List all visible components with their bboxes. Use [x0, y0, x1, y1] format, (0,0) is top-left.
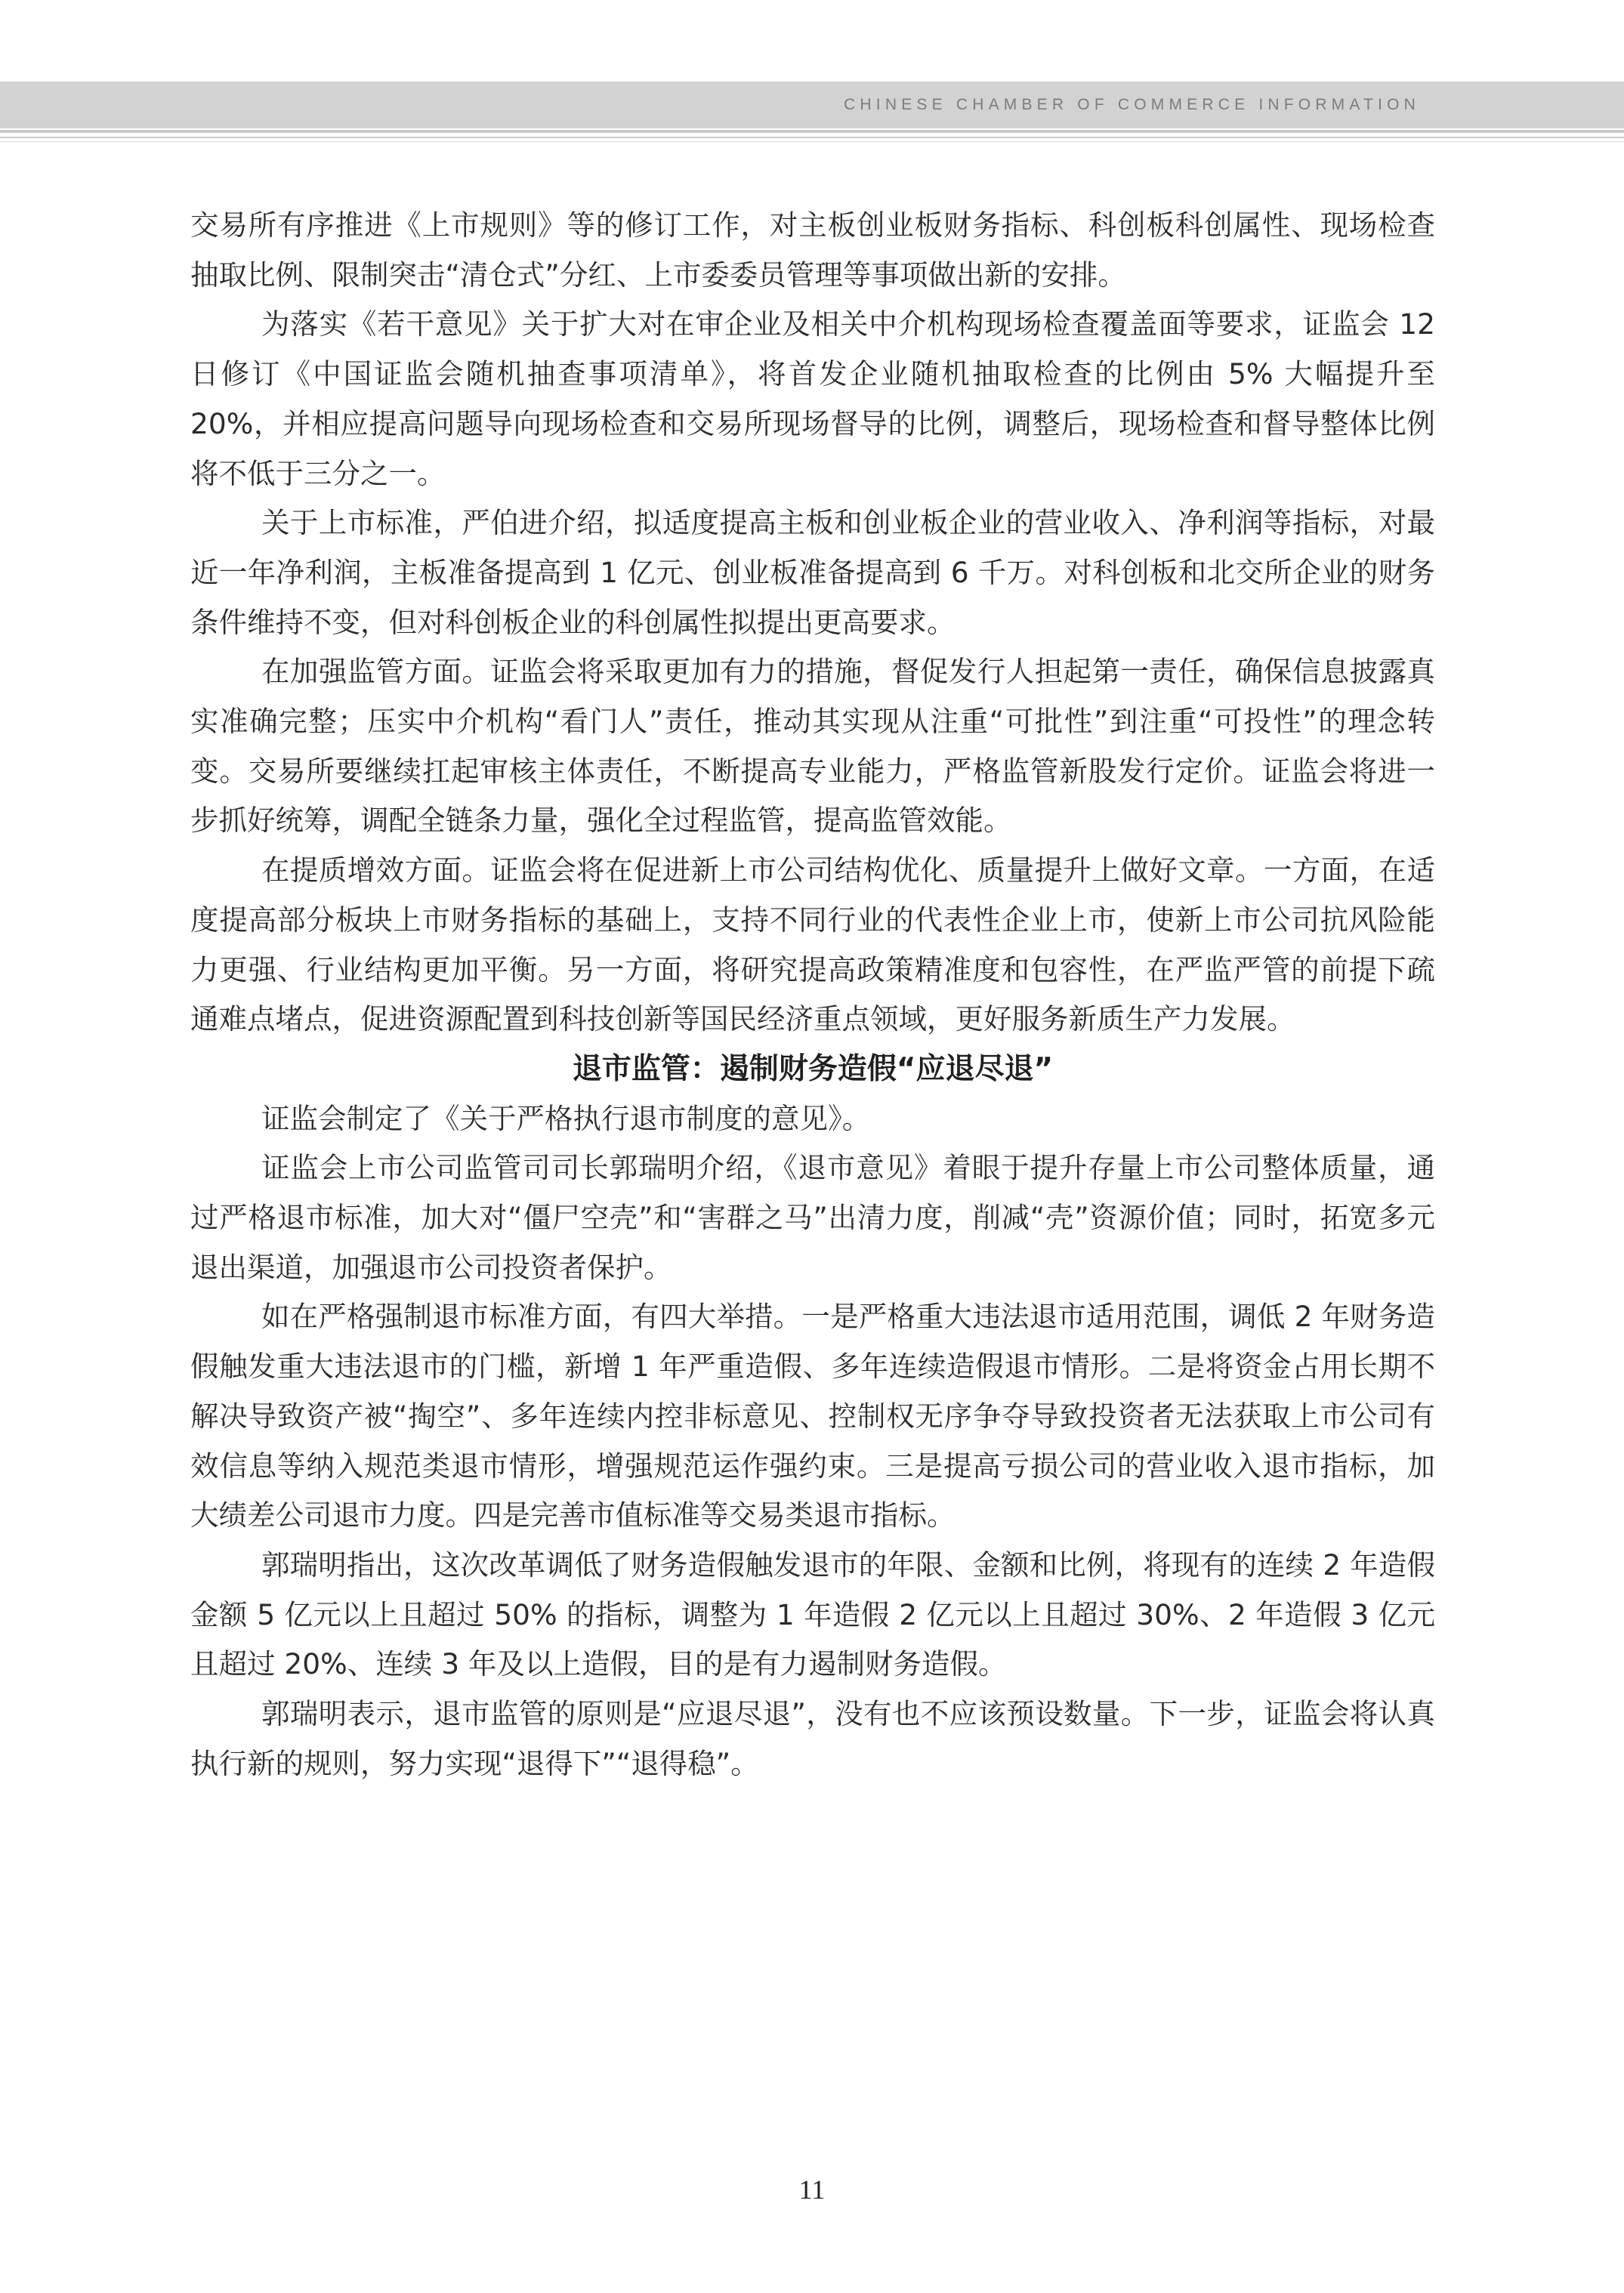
publication-title: CHINESE CHAMBER OF COMMERCE INFORMATION — [844, 96, 1420, 113]
section-heading: 退市监管：遏制财务造假“应退尽退” — [572, 1051, 1054, 1086]
paragraph: 郭瑞明表示，退市监管的原则是“应退尽退”，没有也不应该预设数量。下一步，证监会将认真执行新的规则，努力实现“退得下”“退得稳”。 — [190, 1697, 1435, 1780]
paragraph: 在加强监管方面。证监会将采取更加有力的措施，督促发行人担起第一责任，确保信息披露真实准确完整；压实中介机构“看门人”责任，推动其实现从注重“可批性”到注重“可投性”的理念转变。交易所要继续扛起审核主体责任，不断提高专业能力，严格监管新股发行定价。证监会将进一步抓好统筹，调配全链条力量，强化全过程监管，提高监管效能。 — [190, 655, 1435, 838]
paragraph: 郭瑞明指出，这次改革调低了财务造假触发退市的年限、金额和比例，将现有的连续 2 年造假金额 5 亿元以上且超过 50% 的指标，调整为 1 年造假 2 亿元以上且超过 30%、2 年造假 3 亿元且超过 20%、连续 3 年及以上造假，目的是有力遏制财务造假。 — [190, 1548, 1435, 1681]
header-rule — [0, 141, 1624, 142]
paragraph: 交易所有序推进《上市规则》等的修订工作，对主板创业板财务指标、科创板科创属性、现场检查抽取比例、限制突击“清仓式”分红、上市委委员管理等事项做出新的安排。 — [190, 208, 1435, 292]
paragraph: 证监会上市公司监管司司长郭瑞明介绍，《退市意见》着眼于提升存量上市公司整体质量，通过严格退市标准，加大对“僵尸空壳”和“害群之马”出清力度，削减“壳”资源价值；同时，拓宽多元退出渠道，加强退市公司投资者保护。 — [190, 1151, 1435, 1284]
paragraph: 证监会制定了《关于严格执行退市制度的意见》。 — [261, 1101, 871, 1135]
paragraph: 如在严格强制退市标准方面，有四大举措。一是严格重大违法退市适用范围，调低 2 年财务造假触发重大违法退市的门槛，新增 1 年严重造假、多年连续造假退市情形。二是将资金占用长期不解决导致资产被“掏空”、多年连续内控非标意见、控制权无序争夺导致投资者无法获取上市公司有效信息等纳入规范类退市情形，增强规范运作强约束。三是提高亏损公司的营业收入退市指标，加大绩差公司退市力度。四是完善市值标准等交易类退市指标。 — [190, 1300, 1435, 1532]
paragraph: 为落实《若干意见》关于扩大对在审企业及相关中介机构现场检查覆盖面等要求，证监会 12 日修订《中国证监会随机抽查事项清单》，将首发企业随机抽取检查的比例由 5% 大幅提升至 20%，并相应提高问题导向现场检查和交易所现场督导的比例，调整后，现场检查和督导整体比例将不低于三分之一。 — [190, 307, 1435, 490]
paragraph: 在提质增效方面。证监会将在促进新上市公司结构优化、质量提升上做好文章。一方面，在适度提高部分板块上市财务指标的基础上，支持不同行业的代表性企业上市，使新上市公司抗风险能力更强、行业结构更加平衡。另一方面，将研究提高政策精准度和包容性，在严监严管的前提下疏通难点堵点，促进资源配置到科技创新等国民经济重点领域，更好服务新质生产力发展。 — [190, 853, 1435, 1036]
article-body — [190, 201, 1435, 1789]
header-rule — [0, 137, 1624, 138]
header-rule — [0, 130, 1624, 133]
page-number: 11 — [798, 2174, 826, 2205]
paragraph: 关于上市标准，严伯进介绍，拟适度提高主板和创业板企业的营业收入、净利润等指标，对最近一年净利润，主板准备提高到 1 亿元、创业板准备提高到 6 千万。对科创板和北交所企业的财务条件维持不变，但对科创板企业的科创属性拟提出更高要求。 — [190, 506, 1435, 639]
